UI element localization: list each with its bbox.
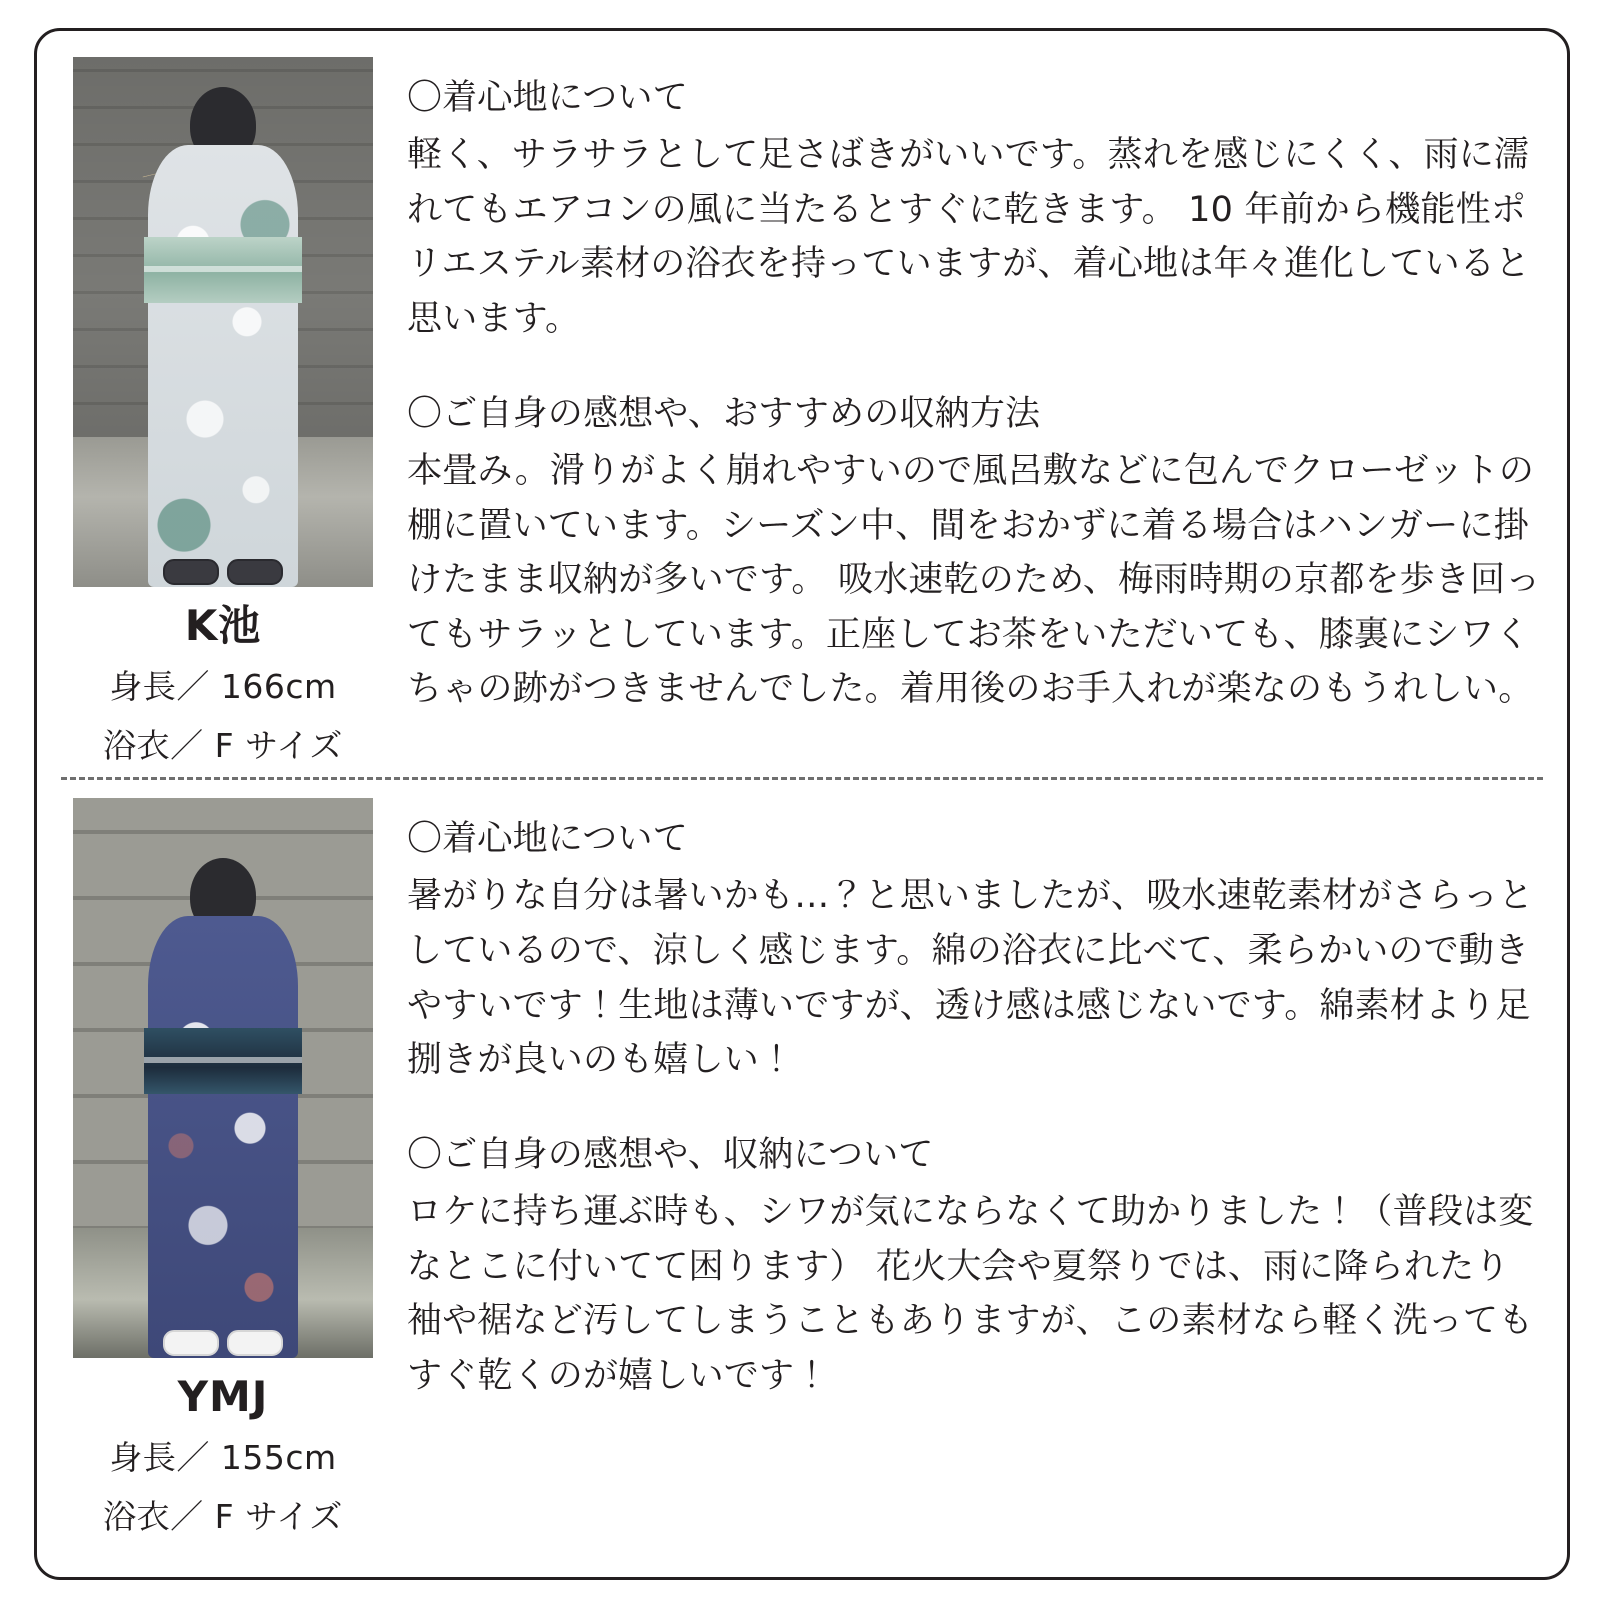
section-body-1-2: 本畳み。滑りがよく崩れやすいので風呂敷などに包んでクローゼットの棚に置いています。シーズン中、間をおかずに着る場合はハンガーに掛けたまま収納が多いです。 吸水速乾のため、梅雨時期の京都を歩き回ってもサラッとしています。正座してお茶をいただいても、膝裏にシワくちゃの跡がつきませんでした。着用後のお手入れが楽なのもうれしい。 <box>407 450 1541 710</box>
obi-cord <box>144 266 302 272</box>
person-photo-1 <box>73 57 373 587</box>
review-block-1 <box>37 31 1567 777</box>
figure-footwear <box>163 1330 283 1356</box>
review-text-1 <box>383 57 1541 767</box>
person-height-2: 身長／ 155cm <box>109 1438 337 1478</box>
section-heading-2-1: 〇着心地について <box>407 819 688 860</box>
figure-obi <box>144 237 302 303</box>
section-body-2-2: ロケに持ち運ぶ時も、シワが気にならなくて助かりました！（普段は変なとこに付いてて困ります） 花火大会や夏祭りでは、雨に降られたり袖や裾など汚してしまうこともありますが、この素材なら軽く洗ってもすぐ乾くのが嬉しいです！ <box>407 1192 1534 1396</box>
figure-yukata <box>148 145 298 587</box>
figure-footwear <box>163 559 283 585</box>
person-height-1: 身長／ 166cm <box>109 667 337 707</box>
geta-right <box>227 559 283 585</box>
person-size-2: 浴衣／ F サイズ <box>103 1497 343 1537</box>
person-name-1: K池 <box>184 601 262 650</box>
person-photo-2 <box>73 798 373 1358</box>
section-body-2-1: 暑がりな自分は暑いかも…？と思いましたが、吸水速乾素材がさらっとしているので、涼しく感じます。綿の浴衣に比べて、柔らかいので動きやすいです！生地は薄いですが、透け感は感じないです。綿素材より足捌きが良いのも嬉しい！ <box>407 876 1534 1081</box>
geta-left <box>163 1330 219 1356</box>
kimono-figure <box>128 858 318 1358</box>
spacer <box>407 1088 1541 1128</box>
section-heading-2-2: 〇ご自身の感想や、収納について <box>407 1134 934 1175</box>
spacer <box>407 347 1541 387</box>
review-block-2 <box>37 780 1567 1548</box>
person-profile-1 <box>63 57 383 767</box>
section-body-1-1: 軽く、サラサラとして足さばきがいいです。蒸れを感じにくく、雨に濡れてもエアコンの風に当たるとすぐに乾きます。 10 年前から機能性ポリエステル素材の浴衣を持っていますが、着心地は年々進化していると思います。 <box>407 135 1531 340</box>
geta-right <box>227 1330 283 1356</box>
review-card <box>34 28 1570 1580</box>
kimono-figure <box>128 87 318 587</box>
person-size-1: 浴衣／ F サイズ <box>103 726 343 766</box>
review-text-2 <box>383 798 1541 1538</box>
section-heading-1-2: 〇ご自身の感想や、おすすめの収納方法 <box>407 393 1041 434</box>
geta-left <box>163 559 219 585</box>
figure-obi <box>144 1028 302 1094</box>
person-name-2: YMJ <box>177 1372 269 1422</box>
figure-yukata <box>148 916 298 1358</box>
obi-cord <box>144 1057 302 1063</box>
section-heading-1-1: 〇着心地について <box>407 78 688 118</box>
person-profile-2 <box>63 798 383 1538</box>
